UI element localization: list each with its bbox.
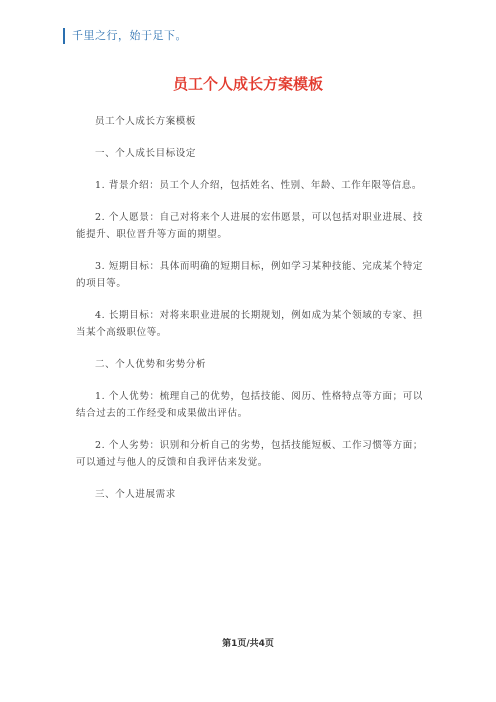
section-heading-2: 二、个人优势和劣势分析 — [95, 359, 207, 370]
paragraph: 2. 个人愿景：自己对将来个人进展的宏伟愿景，可以包括对职业进展、技能提升、职位晋升等方面的期望。 — [76, 212, 423, 240]
footer-separator: 页/共 — [237, 639, 259, 649]
page-footer — [0, 636, 496, 649]
section-heading-1: 一、个人成长目标设定 — [95, 148, 197, 159]
paragraph: 1. 背景介绍：员工个人介绍，包括姓名、性别、年龄、工作年限等信息。 — [95, 180, 422, 191]
paragraph: 2. 个人劣势：识别和分析自己的劣势，包括技能短板、工作习惯等方面；可以通过与他人的反馈和自我评估来发觉。 — [76, 440, 423, 468]
document-title: 员工个人成长方案模板 — [172, 75, 323, 93]
paragraph: 1. 个人优势：梳理自己的优势，包括技能、阅历、性格特点等方面；可以结合过去的工作经受和成果做出评估。 — [76, 391, 423, 419]
paragraph: 4. 长期目标：对将来职业进展的长期规划，例如成为某个领域的专家、担当某个高级职位等。 — [76, 310, 423, 338]
footer-current-page: 1 — [231, 639, 238, 649]
footer-prefix: 第 — [222, 639, 232, 649]
header-accent-bar — [63, 28, 65, 44]
document-body — [76, 113, 423, 518]
footer-total-pages: 4 — [258, 639, 265, 649]
paragraph: 3. 短期目标：具体而明确的短期目标，例如学习某种技能、完成某个特定的项目等。 — [76, 261, 423, 289]
section-heading-3: 三、个人进展需求 — [95, 489, 176, 500]
paragraph-subtitle: 员工个人成长方案模板 — [95, 116, 197, 127]
header-motto: 千里之行，始于足下。 — [72, 29, 187, 42]
footer-suffix: 页 — [264, 639, 274, 649]
